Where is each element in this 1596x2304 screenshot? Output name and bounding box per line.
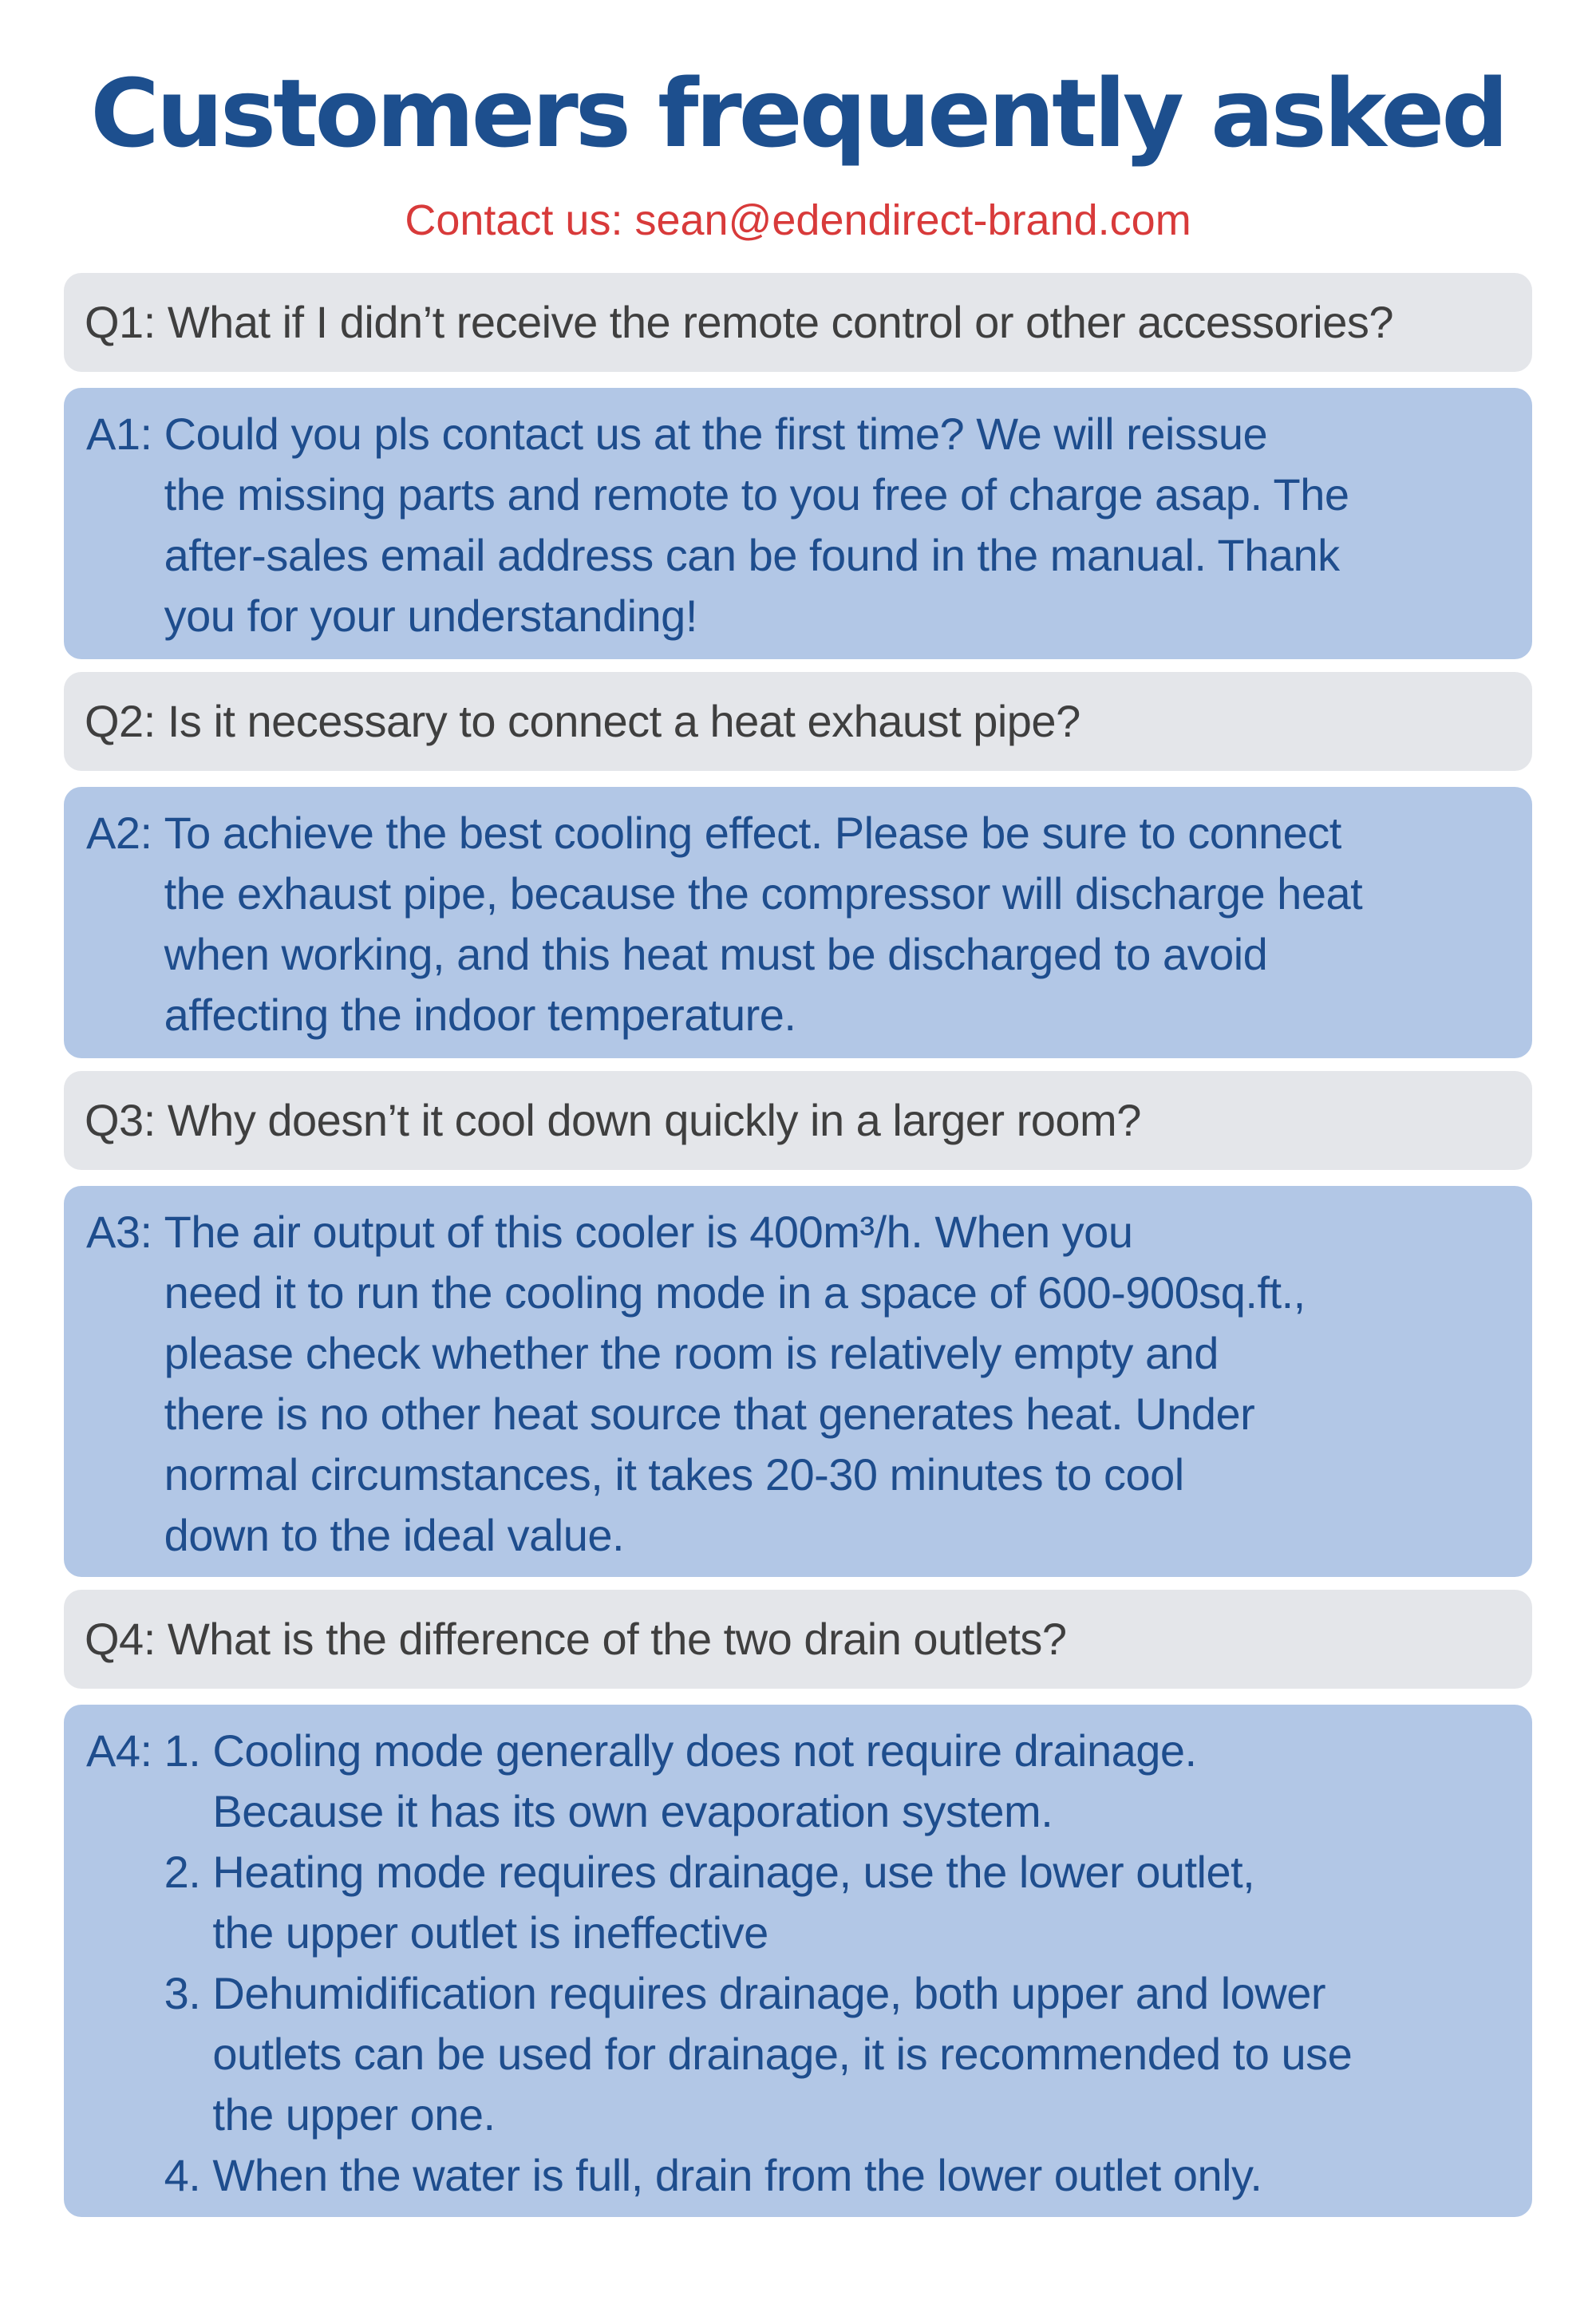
answer-line: when working, and this heat must be discharged to avoid [164, 929, 1268, 979]
page-title: Customers frequently asked [90, 58, 1506, 168]
answer-label: A4: [86, 1725, 152, 1776]
answer-line: affecting the indoor temperature. [164, 990, 796, 1040]
item-number: 1. [164, 1725, 201, 1776]
answer-line: there is no other heat source that generates heat. Under [164, 1389, 1255, 1439]
answer-label: A3: [86, 1207, 152, 1257]
question-label: Q3: [85, 1095, 156, 1145]
item-line: Cooling mode generally does not require drainage. [212, 1725, 1197, 1776]
question-text: What if I didn’t receive the remote control or other accessories? [167, 297, 1394, 347]
item-line: When the water is full, drain from the lower outlet only. [212, 2150, 1262, 2200]
faq-question-4 [64, 1590, 1532, 1689]
faq-question-3 [64, 1071, 1532, 1170]
answer-line: the missing parts and remote to you free of charge asap. The [164, 469, 1349, 520]
answer-line: To achieve the best cooling effect. Please be sure to connect [164, 808, 1341, 858]
question-text: Why doesn’t it cool down quickly in a larger room? [167, 1095, 1141, 1145]
item-line: outlets can be used for drainage, it is recommended to use [212, 2029, 1353, 2079]
faq-answer-2 [64, 787, 1532, 1058]
answer-line: after-sales email address can be found in the manual. Thank [164, 530, 1340, 580]
answer-line: need it to run the cooling mode in a space of 600-900sq.ft., [164, 1267, 1306, 1318]
answer-line: normal circumstances, it takes 20-30 minutes to cool [164, 1449, 1184, 1500]
answer-line: down to the ideal value. [164, 1510, 625, 1560]
item-number: 3. [164, 1968, 201, 2018]
question-label: Q4: [85, 1614, 156, 1664]
item-line: the upper outlet is ineffective [212, 1907, 768, 1958]
answer-label: A2: [86, 808, 152, 858]
contact-email: Contact us: sean@edendirect-brand.com [405, 196, 1191, 244]
item-line: Heating mode requires drainage, use the lower outlet, [212, 1847, 1255, 1897]
faq-answer-4 [64, 1705, 1532, 2217]
item-line: Dehumidification requires drainage, both upper and lower [212, 1968, 1326, 2018]
faq-answer-3 [64, 1186, 1532, 1577]
question-text: Is it necessary to connect a heat exhaust pipe? [167, 696, 1080, 746]
answer-item [164, 1963, 1510, 2145]
faq-question-2 [64, 672, 1532, 771]
item-line: the upper one. [212, 2089, 496, 2140]
faq-answer-1 [64, 388, 1532, 659]
faq-question-1 [64, 273, 1532, 372]
answer-line: please check whether the room is relatively empty and [164, 1328, 1219, 1378]
answer-item [164, 1842, 1510, 1963]
answer-item [164, 2145, 1510, 2206]
answer-line: Could you pls contact us at the first time? We will reissue [164, 409, 1268, 459]
answer-line: you for your understanding! [164, 591, 697, 641]
answer-item [164, 1721, 1510, 1842]
question-text: What is the difference of the two drain outlets? [167, 1614, 1067, 1664]
answer-label: A1: [86, 409, 152, 459]
answer-line: The air output of this cooler is 400m³/h. When you [164, 1207, 1133, 1257]
item-line: Because it has its own evaporation system. [212, 1786, 1053, 1836]
answer-line: the exhaust pipe, because the compressor will discharge heat [164, 868, 1363, 919]
question-label: Q2: [85, 696, 156, 746]
item-number: 2. [164, 1847, 201, 1897]
item-number: 4. [164, 2150, 201, 2200]
question-label: Q1: [85, 297, 156, 347]
